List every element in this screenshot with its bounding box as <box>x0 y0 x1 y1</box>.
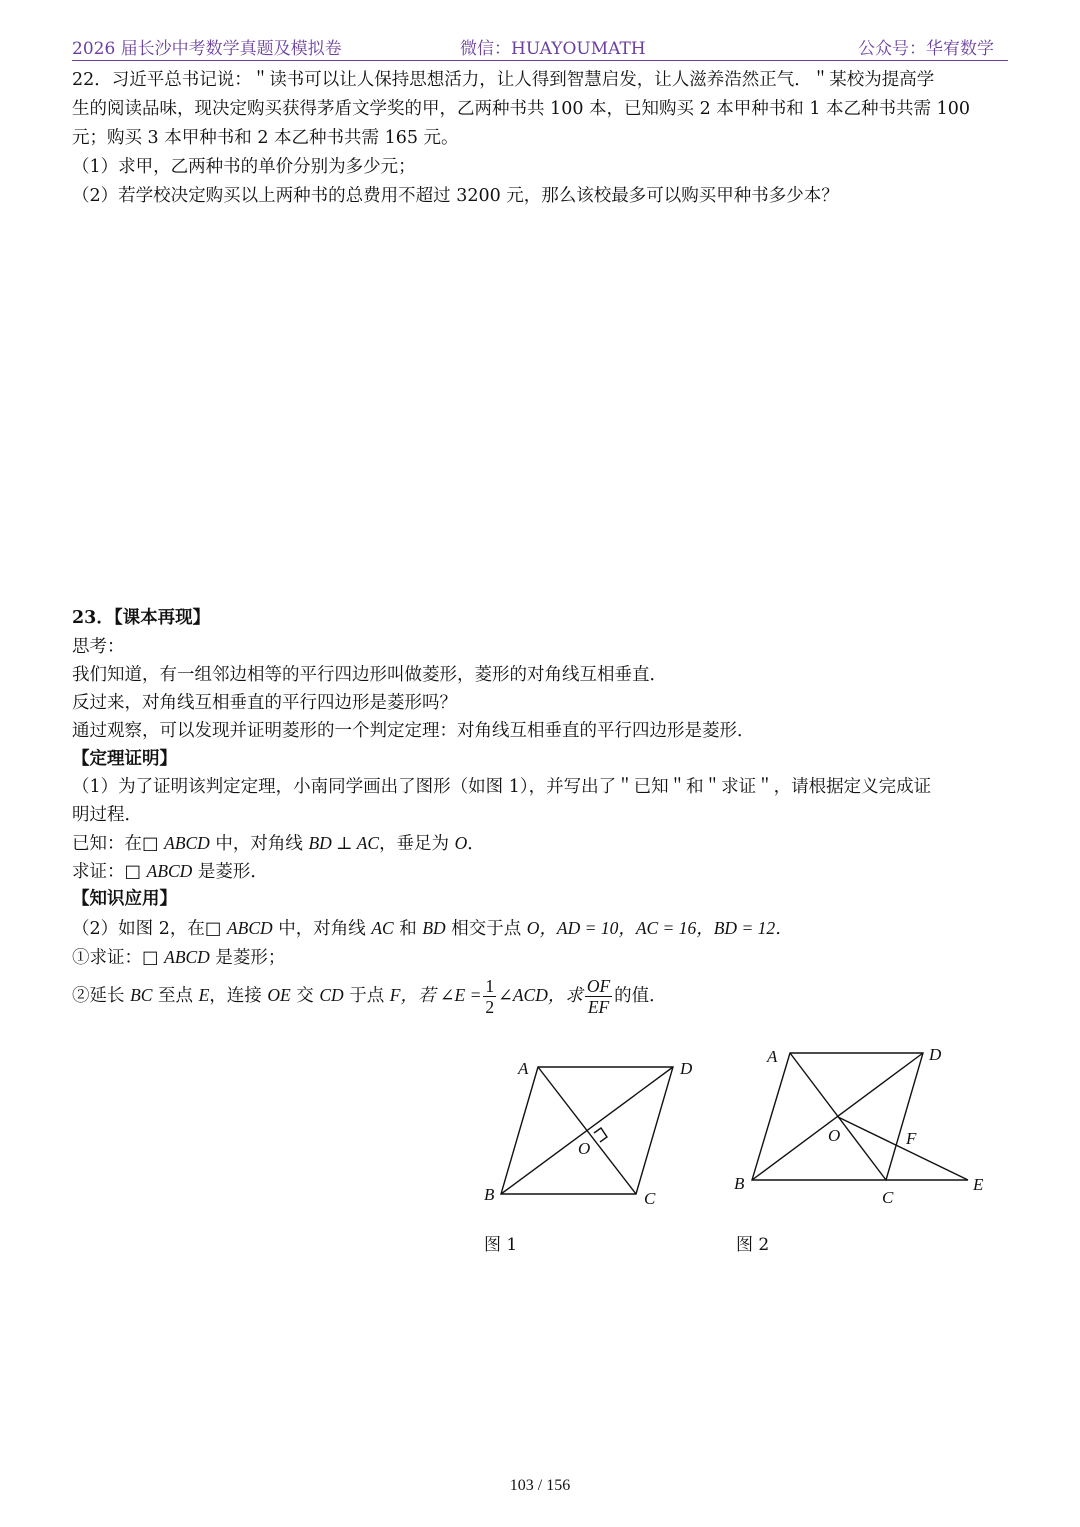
q22-part1: （1）求甲，乙两种书的单价分别为多少元； <box>72 157 416 177</box>
page-header <box>72 30 1008 61</box>
label-c: C <box>644 1189 656 1208</box>
diagonal-bd <box>501 1067 673 1194</box>
q23-p2: 反过来，对角线互相垂直的平行四边形是菱形吗？ <box>72 693 457 713</box>
fraction-half: $\frac{1}{2}$ <box>485 976 495 1017</box>
fraction-of-ef: $\frac{OF}{EF}$ <box>586 976 611 1017</box>
header-account: 公众号：华宥数学 <box>858 39 994 59</box>
label-d: D <box>929 1045 942 1064</box>
label-o: O <box>828 1126 841 1145</box>
label-a: A <box>767 1047 778 1066</box>
right-angle-mark <box>594 1128 607 1142</box>
figure-2-caption: 图 2 <box>736 1235 770 1255</box>
q22-part2: （2）若学校决定购买以上两种书的总费用不超过 3200 元，那么该校最多可以购买甲种书多少本？ <box>72 186 839 206</box>
q23-section-proof: 【定理证明】 <box>72 749 177 769</box>
header-wechat: 微信：HUAYOUMATH <box>460 39 646 59</box>
q23-p3: 通过观察，可以发现并证明菱形的一个判定定理：对角线互相垂直的平行四边形是菱形． <box>72 721 755 741</box>
label-o: O <box>578 1139 591 1158</box>
header-title: 2026 届长沙中考数学真题及模拟卷 <box>72 39 342 59</box>
q22-line2: 生的阅读品味，现决定购买获得茅盾文学奖的甲，乙两种书共 100 本，已知购买 2 本甲种书和 1 本乙种书共需 100 <box>72 99 971 119</box>
q23-section-apply: 【知识应用】 <box>72 889 177 909</box>
q23-prove: 求证：□ ABCD 是菱形． <box>72 861 268 882</box>
parallelogram-symbol: □ <box>142 834 159 854</box>
q23-sub1: ①求证：□ ABCD 是菱形； <box>72 947 286 968</box>
q23-part1-line1: （1）为了证明该判定定理，小南同学画出了图形（如图 1），并写出了＂已知＂和＂求证＂，请根据定义完成证 <box>72 777 932 797</box>
q22-line1: 22．习近平总书记说：＂读书可以让人保持思想活力，让人得到智慧启发，让人滋养浩然正气．＂某校为提高学 <box>72 70 935 90</box>
label-d: D <box>680 1059 693 1078</box>
parallelogram-symbol: □ <box>142 948 159 968</box>
q23-title: 23．【课本再现】 <box>72 608 211 628</box>
q23-part2: （2）如图 2，在□ ABCD 中，对角线 AC 和 BD 相交于点 O，AD = 10，AC = 16，BD = 12． <box>72 918 793 939</box>
figure-1-diagram <box>470 1050 710 1210</box>
q22-line3: 元；购买 3 本甲种书和 2 本乙种书共需 165 元。 <box>72 128 459 148</box>
parallelogram-symbol: □ <box>204 919 222 939</box>
label-a: A <box>518 1059 529 1078</box>
figure-2-diagram <box>725 1040 995 1210</box>
figure-1-caption: 图 1 <box>484 1235 518 1255</box>
page-number: 103 / 156 <box>509 1477 571 1494</box>
label-c: C <box>882 1188 894 1207</box>
parallelogram-symbol: □ <box>124 862 142 882</box>
label-b: B <box>734 1174 745 1193</box>
label-b: B <box>484 1185 495 1204</box>
label-f: F <box>906 1129 917 1148</box>
label-e: E <box>973 1175 984 1194</box>
q23-think: 思考： <box>72 637 125 657</box>
q23-sub2: ②延长 BC 至点 E，连接 OE 交 CD 于点 F，若 ∠E = $\frac{1}{2}$ ∠ACD，求 $\frac{OF}{EF}$ 的值． <box>72 976 667 1017</box>
q23-known: 已知：在□ ABCD 中，对角线 BD ⊥ AC，垂足为 O． <box>72 833 485 854</box>
q23-part1-line2: 明过程． <box>72 805 142 825</box>
segment-oe <box>838 1117 968 1180</box>
diagonal-bd <box>752 1053 923 1180</box>
q23-p1: 我们知道，有一组邻边相等的平行四边形叫做菱形，菱形的对角线互相垂直． <box>72 665 667 685</box>
